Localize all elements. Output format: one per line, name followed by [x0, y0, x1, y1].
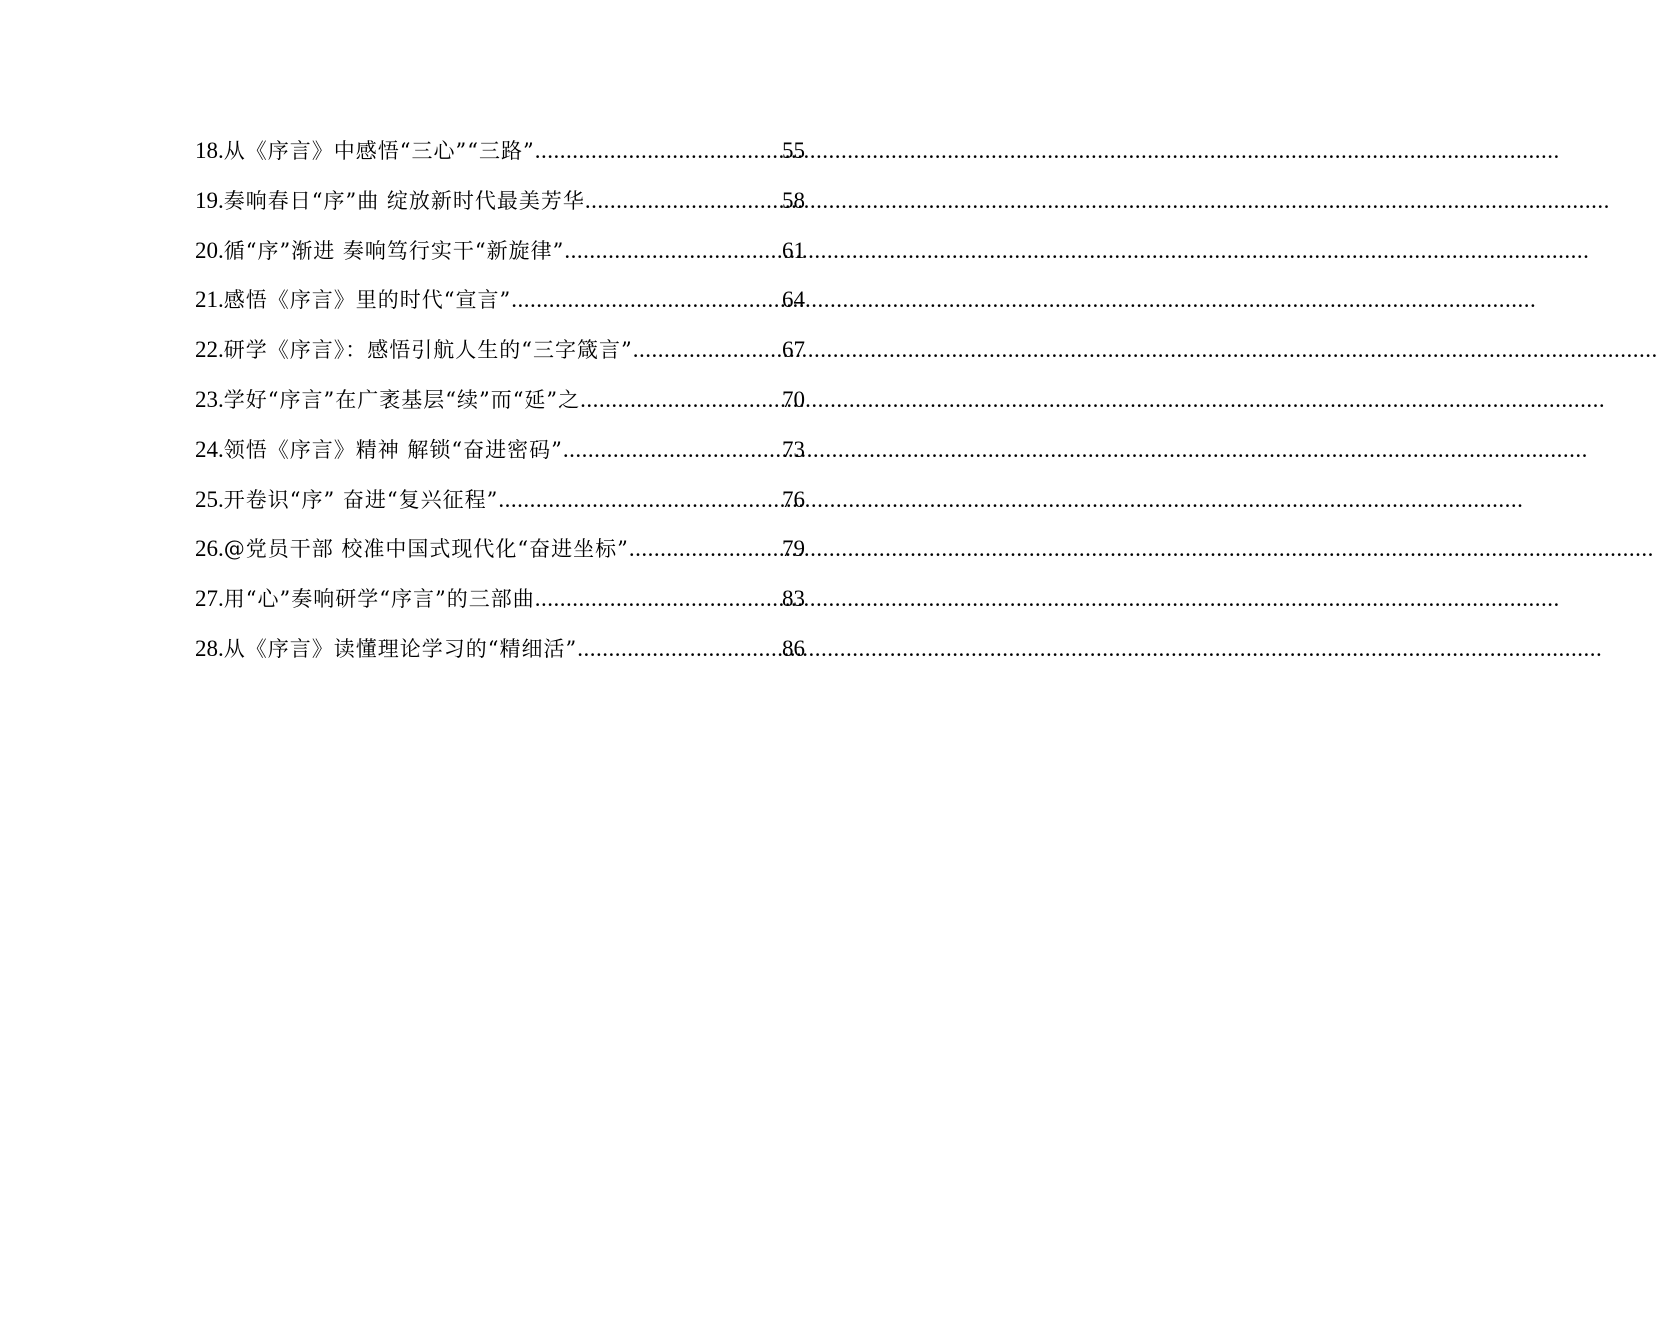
toc-entry-page: 55: [782, 138, 805, 163]
toc-entry-number: 19.: [195, 187, 224, 213]
toc-entry-page: 70: [782, 386, 805, 412]
toc-dot-leader: [498, 475, 782, 525]
toc-entry-page: 58: [782, 187, 805, 213]
toc-entry[interactable]: [195, 375, 805, 425]
toc-dot-leader: [563, 425, 782, 475]
table-of-contents: [195, 126, 805, 674]
toc-entry-page: 76: [782, 486, 805, 512]
toc-entry-page: 73: [782, 436, 805, 462]
toc-entry[interactable]: [195, 524, 805, 574]
toc-entry-number: 27.: [195, 586, 224, 612]
toc-dot-leader: [564, 226, 782, 276]
toc-dot-leader: [511, 275, 782, 325]
toc-entry-title: 学好“序言”在广袤基层“续”而“延”之: [223, 387, 581, 412]
toc-entry-title: 用“心”奏响研学“序言”的三部曲: [223, 587, 535, 612]
toc-entry-title: 感悟《序言》里的时代“宣言”: [223, 288, 512, 313]
toc-dot-leader: [577, 624, 782, 674]
toc-entry[interactable]: [195, 126, 805, 176]
toc-entry-number: 28.: [195, 635, 224, 661]
toc-entry-page: 64: [782, 287, 805, 313]
toc-entry-number: 22.: [195, 337, 224, 363]
toc-entry[interactable]: [195, 574, 805, 624]
toc-entry-number: 20.: [195, 237, 224, 263]
toc-entry-page: 61: [782, 237, 805, 263]
toc-dot-leader: [629, 524, 782, 574]
toc-entry[interactable]: [195, 176, 805, 226]
toc-entry-number: 24.: [195, 436, 224, 462]
toc-entry[interactable]: [195, 475, 805, 525]
toc-dot-leader: [580, 375, 782, 425]
toc-entry[interactable]: [195, 624, 805, 674]
toc-entry-title: 奏响春日“序”曲 绽放新时代最美芳华: [223, 188, 585, 213]
toc-entry[interactable]: [195, 325, 805, 375]
toc-entry-title: 研学《序言》：感悟引航人生的“三字箴言”: [223, 338, 633, 363]
toc-entry-title: 从《序言》中感悟“三心”“三路”: [223, 139, 535, 163]
toc-entry-page: 79: [782, 536, 805, 562]
toc-dot-leader: [585, 176, 782, 226]
toc-entry-number: 26.: [195, 536, 224, 562]
toc-entry-title: @党员干部 校准中国式现代化“奋进坐标”: [223, 537, 629, 562]
toc-entry-number: 18.: [195, 138, 224, 163]
toc-entry-title: 开卷识“序” 奋进“复兴征程”: [223, 487, 499, 512]
toc-dot-leader: [535, 574, 782, 624]
toc-entry-title: 从《序言》读懂理论学习的“精细活”: [223, 636, 578, 661]
toc-dot-leader: [633, 325, 782, 375]
toc-entry[interactable]: [195, 275, 805, 325]
toc-entry-page: 67: [782, 337, 805, 363]
toc-dot-leader: [535, 126, 782, 176]
toc-entry-number: 25.: [195, 486, 224, 512]
toc-entry[interactable]: [195, 226, 805, 276]
toc-entry-number: 21.: [195, 287, 224, 313]
toc-entry-page: 83: [782, 586, 805, 612]
toc-entry[interactable]: [195, 425, 805, 475]
toc-entry-title: 领悟《序言》精神 解锁“奋进密码”: [223, 437, 563, 462]
toc-entry-page: 86: [782, 635, 805, 661]
toc-entry-number: 23.: [195, 386, 224, 412]
toc-entry-title: 循“序”渐进 奏响笃行实干“新旋律”: [223, 238, 565, 263]
